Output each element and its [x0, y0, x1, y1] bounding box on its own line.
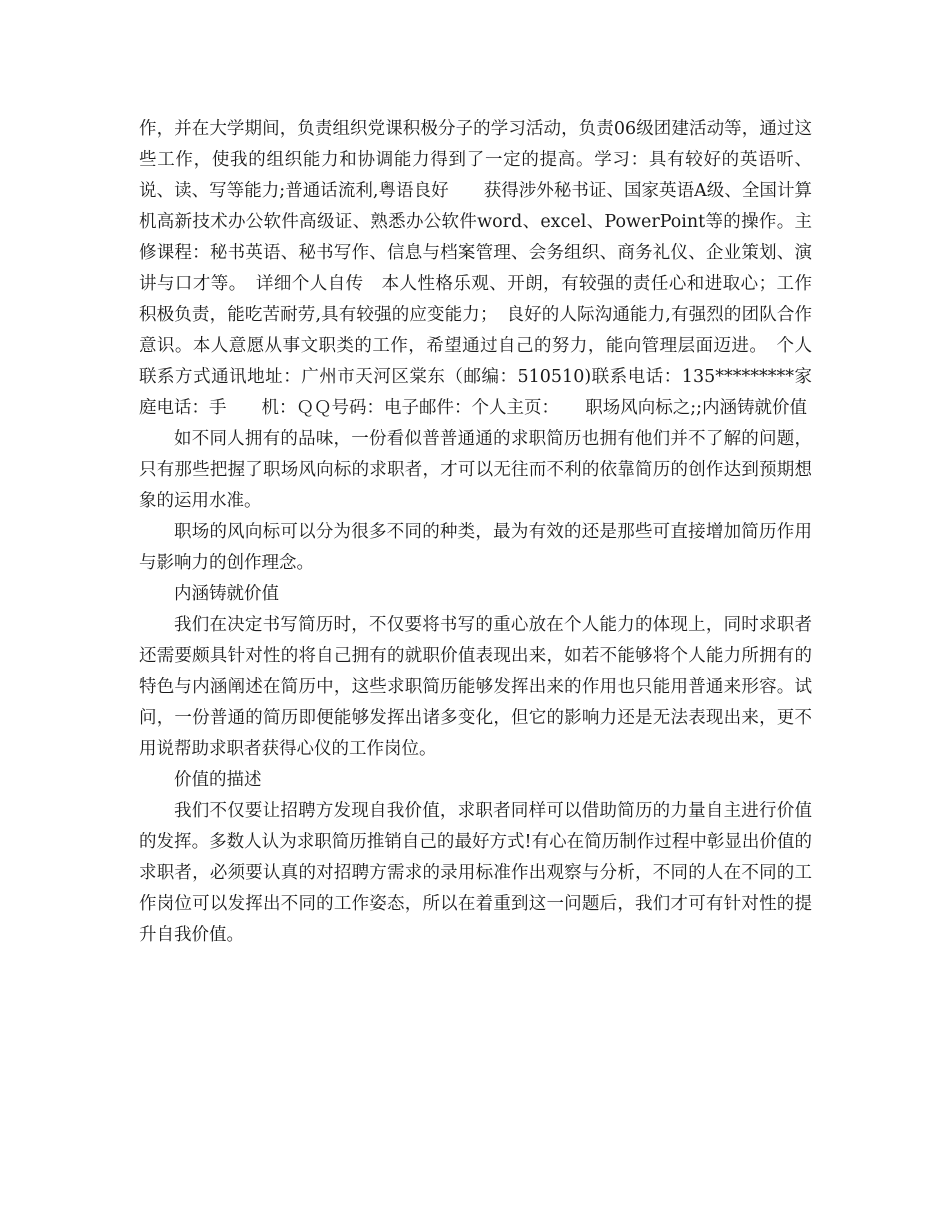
- paragraph-connotation: 我们在决定书写简历时，不仅要将书写的重心放在个人能力的体现上，同时求职者还需要颇具针对性的将自己拥有的就职价值表现出来，如若不能够将个人能力所拥有的特色与内涵阐述在简历中，这些求职简历能够发挥出来的作用也只能用普通来形容。试问，一份普通的简历即便能够发挥出诸多变化，但它的影响力还是无法表现出来，更不用说帮助求职者获得心仪的工作岗位。: [139, 615, 812, 759]
- section-heading-value-description: 价值的描述: [174, 770, 262, 790]
- paragraph-value-description: 我们不仅要让招聘方发现自我价值，求职者同样可以借助简历的力量自主进行价值的发挥。多数人认为求职简历推销自己的最好方式!有心在简历制作过程中彰显出价值的求职者，必须要认真的对招聘方需求的录用标准作出观察与分析，不同的人在不同的工作岗位可以发挥出不同的工作姿态，所以在着重到这一问题后，我们才可有针对性的提升自我价值。: [139, 801, 812, 945]
- paragraph-resume-details: 作，并在大学期间，负责组织党课积极分子的学习活动，负责06级团建活动等，通过这些工作，使我的组织能力和协调能力得到了一定的提高。学习：具有较好的英语听、说、读、写等能力;普通话流利,粤语良好 获得涉外秘书证、国家英语A级、全国计算机高新技术办公软件高级证、熟悉办公软件word、excel、PowerPoint等的操作。主修课程：秘书英语、秘书写作、信息与档案管理、会务组织、商务礼仪、企业策划、演讲与口才等。 详细个人自传 本人性格乐观、开朗，有较强的责任心和进取心；工作积极负责，能吃苦耐劳,具有较强的应变能力； 良好的人际沟通能力,有强烈的团队合作意识。本人意愿从事文职类的工作，希望通过自己的努力，能向管理层面迈进。 个人联系方式通讯地址：广州市天河区棠东（邮编：510510)联系电话：135*********家庭电话：手 机：ＱＱ号码：电子邮件：个人主页： 职场风向标之;;内涵铸就价值: [139, 119, 812, 418]
- section-heading-connotation: 内涵铸就价值: [174, 584, 279, 604]
- document-body: [139, 114, 812, 951]
- paragraph-weathervane: 职场的风向标可以分为很多不同的种类，最为有效的还是那些可直接增加简历作用与影响力的创作理念。: [139, 522, 812, 573]
- paragraph-intro: 如不同人拥有的品味，一份看似普普通通的求职简历也拥有他们并不了解的问题，只有那些把握了职场风向标的求职者，才可以无往而不利的依靠简历的创作达到预期想象的运用水准。: [139, 429, 812, 511]
